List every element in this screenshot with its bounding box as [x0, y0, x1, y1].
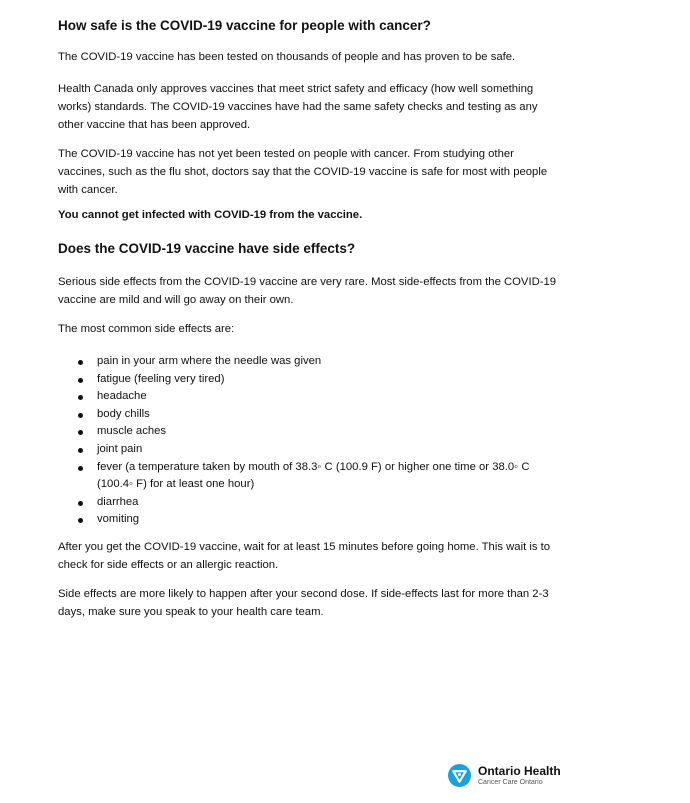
list-item: vomiting — [58, 511, 578, 529]
list-item: fatigue (feeling very tired) — [58, 371, 578, 389]
paragraph-tested: The COVID-19 vaccine has been tested on thousands of people and has proven to be safe. — [58, 51, 516, 63]
side-effects-list — [58, 353, 578, 529]
bold-statement: You cannot get infected with COVID-19 from the vaccine. — [58, 209, 363, 221]
list-item: fever (a temperature taken by mouth of 38.3◦ C (100.9 F) or higher one time or 38.0◦ C (100.4◦ F) for at least one hour) — [58, 459, 563, 494]
logo-name: Ontario Health — [478, 764, 561, 778]
list-item: pain in your arm where the needle was given — [58, 353, 578, 371]
list-item: body chills — [58, 406, 578, 424]
paragraph-not-tested-cancer: The COVID-19 vaccine has not yet been tested on people with cancer. From studying other vaccines, such as the flu shot, doctors say that the COVID-19 vaccine is safe for most with people with cancer. — [58, 148, 548, 196]
bullet-icon — [78, 360, 83, 365]
bullet-icon — [78, 378, 83, 383]
list-item: muscle aches — [58, 423, 578, 441]
paragraph-wait-15-minutes: After you get the COVID-19 vaccine, wait for at least 15 minutes before going home. This wait is to check for side effects or an allergic reaction. — [58, 541, 551, 571]
logo-subtitle: Cancer Care Ontario — [478, 779, 543, 786]
paragraph-second-dose: Side effects are more likely to happen after your second dose. If side-effects last for more than 2-3 days, make sure you speak to your health care team. — [58, 588, 549, 618]
bullet-icon — [78, 501, 83, 506]
bullet-icon — [78, 518, 83, 523]
paragraph-side-effects-rare: Serious side effects from the COVID-19 vaccine are very rare. Most side-effects from the COVID-19 vaccine are mild and will go away on their own. — [58, 276, 557, 306]
list-item: headache — [58, 388, 578, 406]
list-item: joint pain — [58, 441, 578, 459]
bullet-icon — [78, 466, 83, 471]
bullet-icon — [78, 430, 83, 435]
list-item: diarrhea — [58, 494, 578, 512]
bullet-icon — [78, 395, 83, 400]
section-heading-safety: How safe is the COVID-19 vaccine for people with cancer? — [58, 18, 431, 33]
paragraph-common-side-effects: The most common side effects are: — [58, 323, 235, 335]
section-heading-side-effects: Does the COVID-19 vaccine have side effects? — [58, 241, 356, 256]
paragraph-health-canada: Health Canada only approves vaccines that meet strict safety and efficacy (how well something works) standards. The COVID-19 vaccines have had the same safety checks and testing as any other vaccine that has been approved. — [58, 83, 538, 131]
bullet-icon — [78, 448, 83, 453]
trillium-icon — [448, 764, 471, 787]
ontario-health-logo — [448, 763, 568, 791]
bullet-icon — [78, 413, 83, 418]
